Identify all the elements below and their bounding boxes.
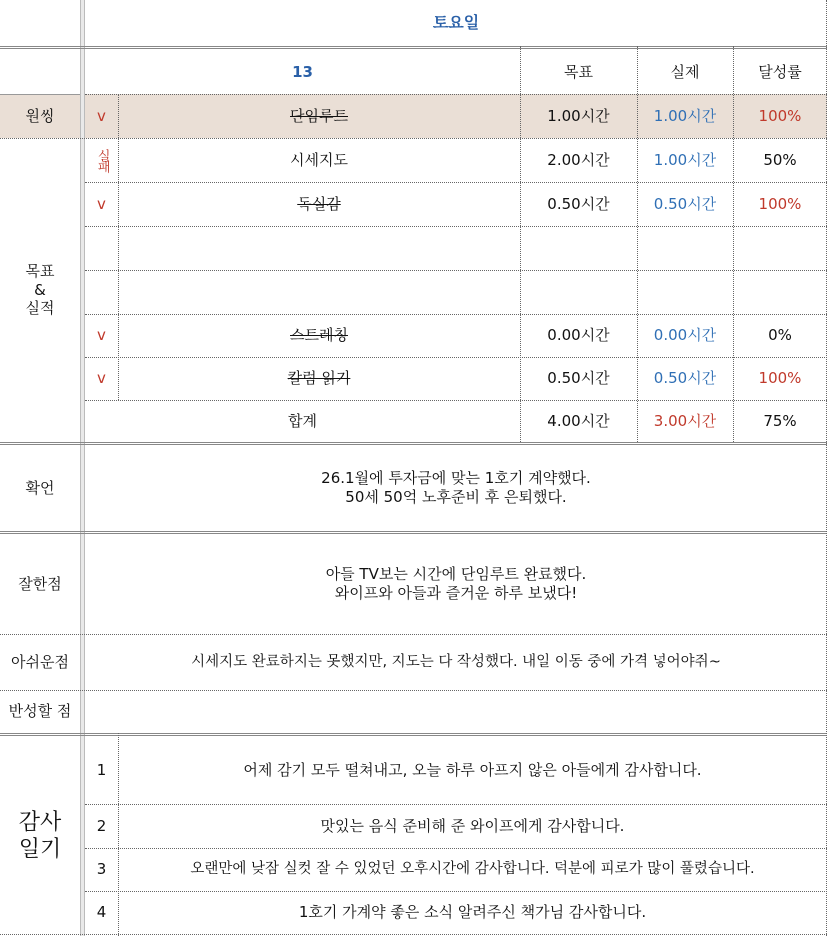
gratitude-number: 4 xyxy=(96,903,107,922)
task-name: 시세지도 xyxy=(290,150,348,169)
done-mark: v xyxy=(97,106,106,125)
achievement-rate: 100% xyxy=(758,194,802,213)
label-line: & xyxy=(34,280,46,299)
good-line: 와이프와 아들과 즐거운 하루 보냈다! xyxy=(334,584,578,602)
week-number: 13 xyxy=(292,62,313,81)
achievement-rate: 50% xyxy=(763,150,797,169)
section-label-wonsing: 원씽 xyxy=(25,106,55,125)
goal-header: 목표 xyxy=(564,62,593,81)
rate-header: 달성률 xyxy=(758,62,802,81)
actual-hours: 1.00시간 xyxy=(653,106,717,125)
task-name: 칼럼 읽기 xyxy=(287,369,351,388)
goal-hours: 0.00시간 xyxy=(547,326,610,345)
good-points-text[interactable] xyxy=(85,534,827,634)
good-line: 아들 TV보는 시간에 단임루트 완료했다. xyxy=(325,565,587,584)
actual-hours: 0.50시간 xyxy=(653,194,717,213)
actual-header: 실제 xyxy=(670,62,700,81)
achievement-rate: 0% xyxy=(768,326,792,345)
confirm-text[interactable] xyxy=(85,445,827,531)
label-line: 실적 xyxy=(25,299,55,318)
gratitude-number: 1 xyxy=(96,760,107,779)
goal-hours: 1.00시간 xyxy=(547,106,610,125)
done-mark: v xyxy=(97,326,106,345)
task-name: 독실감 xyxy=(297,194,341,213)
label-line: 감사 xyxy=(18,809,62,835)
day-title: 토요일 xyxy=(432,13,480,32)
gratitude-text[interactable]: 어제 감기 모두 떨쳐내고, 오늘 하루 아프지 않은 아들에게 감사합니다. xyxy=(243,760,702,779)
total-label: 합계 xyxy=(288,411,317,430)
reflect-text[interactable] xyxy=(85,690,827,733)
gratitude-text[interactable]: 1호기 가계약 좋은 소식 알려주신 책가님 감사합니다. xyxy=(298,903,647,922)
actual-hours: 1.00시간 xyxy=(653,150,717,169)
section-label-good: 잘한점 xyxy=(18,574,62,593)
goal-hours: 0.50시간 xyxy=(547,369,610,388)
actual-hours: 0.00시간 xyxy=(653,326,717,345)
gratitude-number: 3 xyxy=(96,860,107,879)
section-label-reflect: 반성할 점 xyxy=(8,702,72,721)
confirm-line: 50세 50억 노후준비 후 은퇴했다. xyxy=(345,488,567,506)
total-goal: 4.00시간 xyxy=(547,411,610,430)
done-mark: v xyxy=(97,369,106,388)
task-name xyxy=(118,270,520,314)
gratitude-text[interactable]: 오랜만에 낮잠 실컷 잘 수 있었던 오후시간에 감사합니다. 덕분에 피로가 많이 풀렸습니다. xyxy=(190,861,755,878)
rule xyxy=(0,934,827,935)
actual-hours: 0.50시간 xyxy=(653,369,717,388)
achievement-rate: 100% xyxy=(758,369,802,388)
regret-text[interactable]: 시세지도 완료하지는 못했지만, 지도는 다 작성했다. 내일 이동 중에 가격 넣어야쥐~ xyxy=(191,653,721,670)
done-mark: v xyxy=(97,194,106,213)
achievement-rate: 100% xyxy=(758,106,802,125)
section-label-regret: 아쉬운점 xyxy=(11,652,69,671)
total-rate: 75% xyxy=(763,411,797,430)
total-actual: 3.00시간 xyxy=(653,411,717,430)
section-label-gratitude xyxy=(0,736,80,936)
task-name: 스트레칭 xyxy=(290,326,348,345)
confirm-line: 26.1월에 투자금에 맞는 1호기 계약했다. xyxy=(321,469,591,488)
fail-mark: 실패 xyxy=(94,149,110,171)
gratitude-number: 2 xyxy=(96,816,107,835)
section-label-goals xyxy=(0,138,80,442)
goal-hours: 0.50시간 xyxy=(547,194,610,213)
section-label-confirm: 확언 xyxy=(25,478,55,497)
task-name: 단임루트 xyxy=(290,106,348,125)
gratitude-text[interactable]: 맛있는 음식 준비해 준 와이프에게 감사합니다. xyxy=(320,816,625,835)
label-line: 일기 xyxy=(18,837,62,862)
goal-hours: 2.00시간 xyxy=(547,150,610,169)
label-line: 목표 xyxy=(25,261,55,280)
rule xyxy=(0,46,827,49)
task-name xyxy=(118,226,520,270)
